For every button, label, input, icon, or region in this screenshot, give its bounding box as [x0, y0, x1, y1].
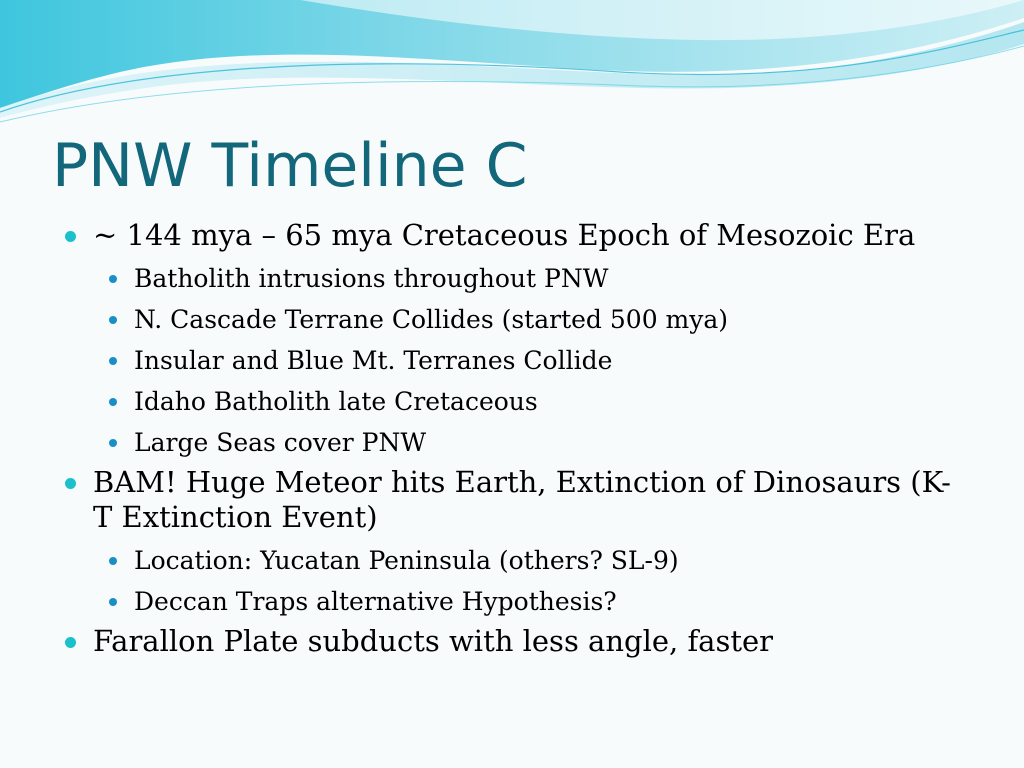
- bullet-dot-icon: [65, 478, 76, 489]
- slide-title: PNW Timeline C: [52, 131, 528, 201]
- bullet-text: BAM! Huge Meteor hits Earth, Extinction of Dinosaurs (K-T Extinction Event): [93, 465, 951, 534]
- sub-bullet-dot-icon: [109, 598, 117, 606]
- sub-bullet-dot-icon: [109, 275, 117, 283]
- sub-bullet-item: [60, 299, 960, 340]
- sub-bullet-text: Batholith intrusions throughout PNW: [134, 264, 609, 293]
- sub-bullet-text: Insular and Blue Mt. Terranes Collide: [134, 346, 613, 375]
- sub-bullet-item: [60, 340, 960, 381]
- sub-bullet-list: [60, 540, 960, 622]
- sub-bullet-dot-icon: [109, 316, 117, 324]
- sub-bullet-text: Location: Yucatan Peninsula (others? SL-9): [134, 546, 679, 575]
- bullet-text: ~ 144 mya – 65 mya Cretaceous Epoch of Mesozoic Era: [93, 218, 916, 252]
- sub-bullet-dot-icon: [109, 357, 117, 365]
- bullet-text: Farallon Plate subducts with less angle, faster: [93, 624, 774, 658]
- sub-bullet-dot-icon: [109, 439, 117, 447]
- sub-bullet-dot-icon: [109, 557, 117, 565]
- sub-bullet-item: [60, 381, 960, 422]
- sub-bullet-text: N. Cascade Terrane Collides (started 500 mya): [134, 305, 729, 334]
- sub-bullet-item: [60, 258, 960, 299]
- sub-bullet-text: Deccan Traps alternative Hypothesis?: [134, 587, 617, 616]
- bullet-item: [60, 218, 960, 253]
- slide-content: [60, 218, 960, 664]
- bullet-dot-icon: [65, 637, 76, 648]
- bullet-item: [60, 624, 960, 659]
- sub-bullet-list: [60, 258, 960, 463]
- header-wave-decoration: [0, 0, 1024, 130]
- sub-bullet-item: [60, 540, 960, 581]
- sub-bullet-item: [60, 581, 960, 622]
- sub-bullet-text: Large Seas cover PNW: [134, 428, 427, 457]
- sub-bullet-text: Idaho Batholith late Cretaceous: [134, 387, 538, 416]
- bullet-item: [60, 465, 960, 535]
- bullet-dot-icon: [65, 231, 76, 242]
- sub-bullet-item: [60, 422, 960, 463]
- sub-bullet-dot-icon: [109, 398, 117, 406]
